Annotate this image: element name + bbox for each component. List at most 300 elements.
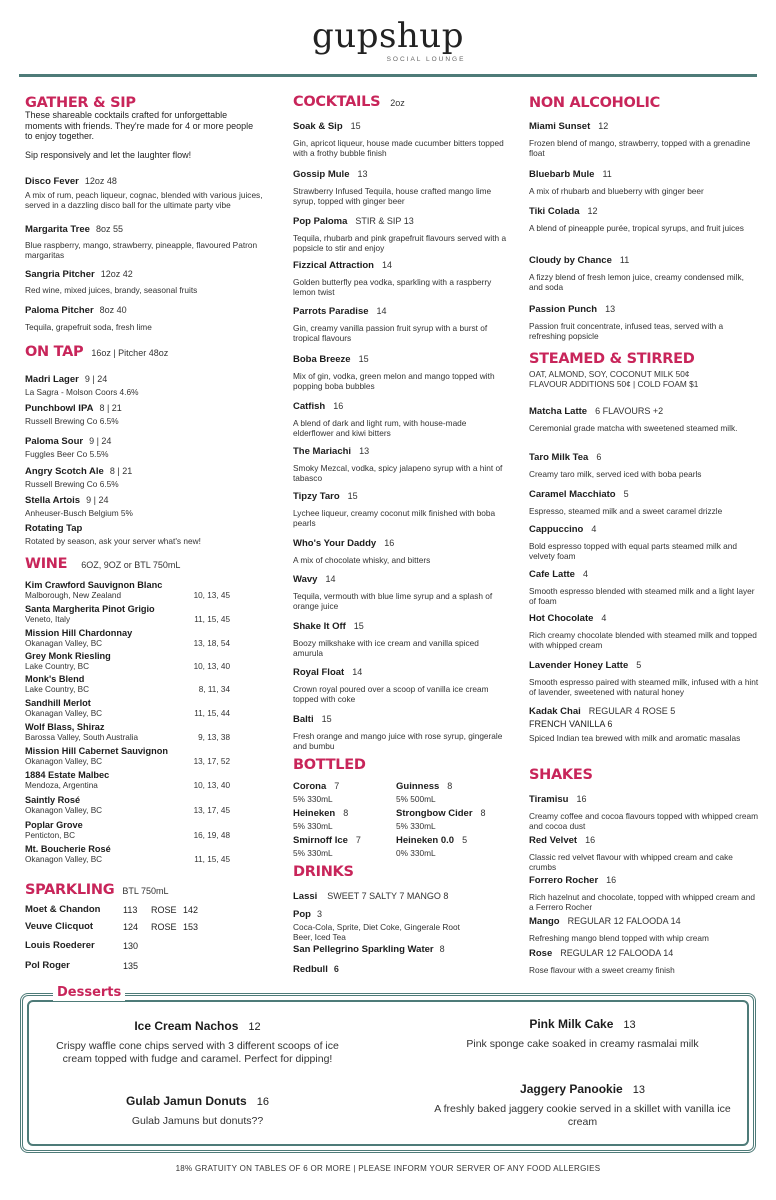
- item-rose-label: ROSE: [151, 905, 177, 915]
- wine-region: Malborough, New Zealand: [25, 591, 122, 600]
- item-name: Hot Chocolate: [529, 613, 594, 624]
- item-price: 8: [343, 808, 349, 818]
- item-desc: A mix of rhubarb and blueberry with ginger beer: [529, 186, 704, 196]
- wine-prices: 10, 13, 40: [193, 662, 230, 671]
- item-desc: Rich hazelnut and chocolate, topped with whipped cream and a Ferrero Rocher: [529, 892, 756, 912]
- steamed-note-1: OAT, ALMOND, SOY, COCONUT MILK 50¢: [529, 369, 690, 379]
- wine-item: [25, 580, 235, 601]
- item-line: [293, 164, 507, 182]
- menu-item: [529, 655, 759, 697]
- wine-region: Okanagan Valley, BC: [25, 639, 103, 648]
- bottled-item: [293, 803, 405, 831]
- dessert-price: 16: [256, 1096, 269, 1108]
- wine-prices: 11, 15, 45: [194, 615, 230, 624]
- section-title-nonalc: NON ALCOHOLIC: [529, 95, 660, 111]
- item-line: [529, 401, 759, 419]
- item-name: Cafe Latte: [529, 569, 575, 580]
- gather-note: Sip responsively and let the laughter flow!: [25, 150, 192, 160]
- menu-item: [293, 886, 507, 904]
- item-line: [293, 116, 507, 134]
- sparkling-item: [25, 940, 265, 952]
- wine-name: Mission Hill Cabernet Sauvignon: [25, 746, 168, 756]
- menu-item: [529, 250, 757, 292]
- item-price: 9 | 24: [84, 374, 108, 384]
- wine-sub: [25, 591, 230, 601]
- item-price: 5: [462, 835, 468, 845]
- item-name: Tiki Colada: [529, 206, 580, 217]
- menu-item: [25, 300, 265, 332]
- item-desc: Gin, creamy vanilla passion fruit syrup with a burst of tropical flavours: [293, 323, 488, 343]
- dessert-item: [45, 1018, 350, 1066]
- wine-prices: 8, 11, 34: [198, 685, 230, 694]
- item-line: [293, 211, 507, 229]
- wine-region: Mendoza, Argentina: [25, 781, 98, 790]
- section-title-bottled: BOTTLED: [293, 757, 366, 773]
- item-desc: Fresh orange and mango juice with rose syrup, gingerale and bumbu: [293, 731, 503, 751]
- item-rose-price: [183, 960, 211, 972]
- wine-item: [25, 674, 235, 695]
- item-price: 15: [347, 491, 358, 501]
- menu-item: [529, 484, 759, 516]
- item-desc: Smooth espresso paired with steamed milk, infused with a hint of lavender, sweetened with natural honey: [529, 677, 759, 697]
- item-line: [529, 701, 759, 719]
- item-name: Who's Your Daddy: [293, 538, 377, 549]
- item-name: Kadak Chai: [529, 706, 581, 717]
- menu-item: [529, 608, 759, 650]
- item-name: Stella Artois: [25, 495, 81, 506]
- brand-logo: gupshup: [312, 16, 464, 56]
- wine-name: Monk's Blend: [25, 674, 85, 684]
- wine-sub: [25, 639, 230, 649]
- menu-item: [529, 870, 759, 912]
- item-desc: Coca-Cola, Sprite, Diet Coke, Gingerale Root Beer, Iced Tea: [293, 922, 460, 942]
- item-name: Heineken: [293, 808, 336, 819]
- brand-subtitle: SOCIAL LOUNGE: [386, 56, 466, 63]
- item-line: [293, 255, 507, 273]
- item-price: REGULAR 4 ROSE 5: [588, 706, 676, 716]
- item-desc: Russell Brewing Co 6.5%: [25, 479, 119, 489]
- item-price: 16: [585, 835, 596, 845]
- item-name: Heineken 0.0: [396, 835, 455, 846]
- item-line: [529, 911, 759, 929]
- menu-item: [529, 519, 759, 561]
- item-desc: A mix of chocolate whisky, and bitters: [293, 555, 431, 565]
- menu-item: [529, 701, 759, 743]
- item-line: [529, 830, 759, 848]
- bottled-item: [396, 803, 508, 831]
- menu-item: [293, 939, 507, 957]
- item-desc: 5% 330mL: [293, 848, 333, 858]
- menu-item: [25, 431, 111, 459]
- item-price: 16: [606, 875, 617, 885]
- menu-item: [293, 349, 507, 391]
- item-rose-price: 153: [183, 922, 199, 932]
- item-desc: Red wine, mixed juices, brandy, seasonal fruits: [25, 285, 198, 295]
- item-price: 8: [439, 944, 445, 954]
- item-desc: Ceremonial grade matcha with sweetened steamed milk.: [529, 423, 738, 433]
- item-line: [529, 250, 757, 268]
- item-name: Cappuccino: [529, 524, 584, 535]
- item-price: 12: [587, 206, 598, 216]
- wine-item: [25, 795, 235, 816]
- item-name: Corona: [293, 781, 327, 792]
- item-price: 5: [636, 660, 642, 670]
- dessert-price: 12: [248, 1021, 261, 1033]
- item-name: Paloma Pitcher: [25, 305, 94, 316]
- item-price: 8 | 21: [99, 403, 122, 413]
- item-line: [293, 616, 507, 634]
- gather-intro: These shareable cocktails crafted for unforgettable moments with friends. They're made for 4 or more people to enjoy together.: [25, 110, 254, 141]
- menu-item: [25, 518, 201, 546]
- menu-item: [529, 943, 759, 975]
- item-price: 16: [384, 538, 395, 548]
- item-name: Pol Roger: [25, 960, 70, 971]
- wine-prices: 11, 15, 44: [194, 709, 230, 718]
- wine-prices: 13, 17, 45: [193, 806, 230, 815]
- section-title-wine: WINE: [25, 556, 68, 572]
- item-name: Forrero Rocher: [529, 875, 599, 886]
- item-name: Smirnoff Ice: [293, 835, 348, 846]
- item-rose-label: [151, 960, 183, 972]
- dessert-name: Gulab Jamun Donuts: [126, 1094, 247, 1108]
- header-divider: [19, 74, 757, 77]
- item-name: Veuve Clicquot: [25, 921, 94, 932]
- menu-item: [293, 662, 507, 704]
- wine-name: Sandhill Merlot: [25, 698, 91, 708]
- item-desc: Bold espresso topped with equal parts steamed milk and velvety foam: [529, 541, 738, 561]
- bottled-item: [396, 830, 508, 858]
- item-name: Rose: [529, 948, 553, 959]
- item-desc: 5% 500mL: [396, 794, 436, 804]
- item-price: 9 | 24: [89, 436, 112, 446]
- item-price: 16: [576, 794, 587, 804]
- item-line: [396, 803, 508, 821]
- item-name: Taro Milk Tea: [529, 452, 589, 463]
- item-line: [293, 486, 507, 504]
- item-desc: Tequila, rhubarb and pink grapefruit flavours served with a popsicle to stir and enjoy: [293, 233, 507, 253]
- menu-item: [529, 789, 759, 831]
- item-name: The Mariachi: [293, 446, 352, 457]
- item-line: [293, 396, 507, 414]
- dessert-item: [430, 1081, 735, 1129]
- item-price: 14: [352, 667, 363, 677]
- menu-item: [293, 616, 507, 658]
- wine-sub: [25, 615, 230, 625]
- section-title-ontap: ON TAP: [25, 344, 84, 360]
- wine-region: Lake Country, BC: [25, 662, 90, 671]
- dessert-price: 13: [632, 1084, 645, 1096]
- wine-prices: 10, 13, 40: [193, 781, 230, 790]
- item-desc: Russell Brewing Co 6.5%: [25, 416, 119, 426]
- section-title-steamed: STEAMED & STIRRED: [529, 351, 695, 367]
- wine-prices: 11, 15, 45: [194, 855, 230, 864]
- item-name: Pop: [293, 909, 311, 920]
- wine-sub: [25, 781, 230, 791]
- dessert-item: [45, 1093, 350, 1128]
- item-price: 14: [325, 574, 336, 584]
- item-line: [293, 662, 507, 680]
- wine-sub: [25, 733, 230, 743]
- item-name: Caramel Macchiato: [529, 489, 616, 500]
- item-price: 14: [381, 260, 392, 270]
- wine-region: Okanagon Valley, BC: [25, 855, 103, 864]
- menu-item: [25, 369, 138, 397]
- menu-item: [25, 398, 122, 426]
- item-line: [293, 441, 507, 459]
- item-name: Royal Float: [293, 667, 345, 678]
- item-line: [293, 803, 405, 821]
- item-line: [529, 519, 759, 537]
- dessert-name: Ice Cream Nachos: [134, 1019, 239, 1033]
- wine-name: Saintly Rosé: [25, 795, 81, 805]
- item-name: Bluebarb Mule: [529, 169, 595, 180]
- menu-item: [293, 533, 507, 565]
- item-name: Guinness: [396, 781, 440, 792]
- item-desc: Rich creamy chocolate blended with steamed milk and topped with whipped cream: [529, 630, 757, 650]
- item-name: Punchbowl IPA: [25, 403, 94, 414]
- menu-item: [529, 401, 759, 433]
- sparkling-note: BTL 750mL: [122, 886, 169, 896]
- dessert-price: 13: [623, 1019, 636, 1031]
- wine-name: Santa Margherita Pinot Grigio: [25, 604, 155, 614]
- section-title-drinks: DRINKS: [293, 864, 354, 880]
- menu-item: [293, 211, 507, 253]
- item-desc: 5% 330mL: [396, 821, 436, 831]
- item-line: [293, 569, 507, 587]
- column-left: [25, 94, 273, 974]
- wine-item: [25, 628, 235, 649]
- item-name: Strongbow Cider: [396, 808, 473, 819]
- item-desc: Espresso, steamed milk and a sweet caramel drizzle: [529, 506, 723, 516]
- dessert-desc: Pink sponge cake soaked in creamy rasmalai milk: [466, 1038, 699, 1050]
- menu-item: [293, 441, 507, 483]
- sparkling-item: [25, 960, 265, 972]
- item-desc: Spiced Indian tea brewed with milk and aromatic masalas: [529, 733, 741, 743]
- wine-item: [25, 820, 235, 841]
- menu-item: [293, 904, 507, 942]
- menu-item: [529, 164, 757, 196]
- dessert-name: Jaggery Panookie: [520, 1082, 623, 1096]
- item-price: 15: [321, 714, 332, 724]
- item-line: [529, 564, 759, 582]
- dessert-desc: Crispy waffle cone chips served with 3 different scoops of ice cream topped with fudge and caramel. Perfect for dipping!: [56, 1040, 339, 1065]
- item-line: [529, 943, 759, 961]
- item-desc: Mix of gin, vodka, green melon and mango topped with popping boba bubbles: [293, 371, 495, 391]
- menu-item: [293, 164, 507, 206]
- item-desc: A blend of dark and light rum, with house-made elderflower and kiwi bitters: [293, 418, 467, 438]
- menu-item: [25, 264, 265, 295]
- item-name: Shake It Off: [293, 621, 346, 632]
- item-line: [293, 830, 405, 848]
- item-price: SWEET 7 SALTY 7 MANGO 8: [327, 891, 449, 901]
- item-price: REGULAR 12 FALOODA 14: [560, 948, 674, 958]
- wine-sub: [25, 662, 230, 672]
- item-price: 135: [123, 961, 139, 971]
- cocktails-note: 2oz: [390, 98, 405, 108]
- item-desc: Passion fruit concentrate, infused teas, served with a refreshing popsicle: [529, 321, 724, 341]
- item-price: 15: [358, 354, 369, 364]
- item-price: 4: [601, 613, 607, 623]
- item-name: Passion Punch: [529, 304, 598, 315]
- item-desc: Crown royal poured over a scoop of vanilla ice cream topped with coke: [293, 684, 489, 704]
- item-name: Margarita Tree: [25, 224, 90, 235]
- item-price: 8oz 55: [95, 224, 123, 234]
- wine-note: 6OZ, 9OZ or BTL 750mL: [81, 560, 181, 570]
- item-desc: 0% 330mL: [396, 848, 436, 858]
- item-price: 9 | 24: [86, 495, 109, 505]
- wine-name: Grey Monk Riesling: [25, 651, 111, 661]
- item-line: [529, 116, 757, 134]
- item-line: [529, 447, 759, 465]
- item-price: 124: [123, 922, 139, 932]
- wine-item: [25, 604, 235, 625]
- wine-sub: [25, 757, 230, 767]
- item-price: 12oz 48: [84, 176, 117, 186]
- section-title-gather: GATHER & SIP: [25, 95, 136, 111]
- ontap-note: 16oz | Pitcher 48oz: [91, 348, 169, 358]
- menu-item: [293, 959, 507, 977]
- item-rose-price: [183, 940, 211, 952]
- menu-item: [529, 830, 759, 872]
- menu-item: [293, 709, 507, 751]
- dessert-desc: A freshly baked jaggery cookie served in a skillet with vanilla ice cream: [434, 1103, 731, 1128]
- wine-region: Barossa Valley, South Australia: [25, 733, 139, 742]
- wine-sub: [25, 806, 230, 816]
- item-name: Boba Breeze: [293, 354, 351, 365]
- item-name: Redbull: [293, 964, 328, 975]
- wine-prices: 13, 17, 52: [193, 757, 230, 766]
- item-name-extra: FRENCH VANILLA 6: [529, 719, 613, 729]
- bottled-item: [396, 776, 508, 804]
- item-line: [396, 776, 508, 794]
- wine-name: Poplar Grove: [25, 820, 83, 830]
- item-price: 3: [316, 909, 322, 919]
- wine-region: Lake Country, BC: [25, 685, 90, 694]
- item-price: 4: [591, 524, 597, 534]
- menu-item: [529, 447, 759, 479]
- item-price: 13: [605, 304, 616, 314]
- wine-sub: [25, 855, 230, 865]
- item-desc: Anheuser-Busch Belgium 5%: [25, 508, 133, 518]
- item-line: [529, 655, 759, 673]
- menu-item: [25, 461, 132, 489]
- wine-item: [25, 746, 235, 767]
- item-desc: Refreshing mango blend topped with whip cream: [529, 933, 709, 943]
- item-rose-label: ROSE: [151, 922, 177, 932]
- item-rose-label: [151, 940, 183, 952]
- item-name: Fizzical Attraction: [293, 260, 374, 271]
- item-price: STIR & SIP 13: [355, 216, 414, 226]
- item-name: Lavender Honey Latte: [529, 660, 629, 671]
- item-desc: Gin, apricot liqueur, house made cucumber bitters topped with a frothy bubble finish: [293, 138, 504, 158]
- item-line: [529, 164, 757, 182]
- item-name: Catfish: [293, 401, 326, 412]
- item-line: [293, 709, 507, 727]
- wine-name: 1884 Estate Malbec: [25, 770, 110, 780]
- sparkling-item: [25, 904, 265, 916]
- menu-item: [293, 116, 507, 158]
- item-line: [293, 349, 507, 367]
- column-right: [529, 94, 759, 974]
- menu-item: [25, 490, 133, 518]
- wine-name: Kim Crawford Sauvignon Blanc: [25, 580, 163, 590]
- item-name: Pop Paloma: [293, 216, 348, 227]
- item-desc: La Sagra - Molson Coors 4.6%: [25, 387, 139, 397]
- item-price: 15: [353, 621, 364, 631]
- item-line: [529, 870, 759, 888]
- wine-name: Mission Hill Chardonnay: [25, 628, 133, 638]
- item-desc: 5% 330mL: [293, 794, 333, 804]
- menu-item: [529, 116, 757, 158]
- wine-item: [25, 722, 235, 743]
- item-desc: Classic red velvet flavour with whipped cream and cake crumbs: [529, 852, 733, 872]
- menu-item: [293, 255, 507, 297]
- item-line: [293, 301, 507, 319]
- item-name: Cloudy by Chance: [529, 255, 612, 266]
- item-desc: Strawberry Infused Tequila, house crafted mango lime syrup, topped with ginger beer: [293, 186, 492, 206]
- wine-region: Penticton, BC: [25, 831, 76, 840]
- item-name: Gossip Mule: [293, 169, 350, 180]
- item-price: 15: [350, 121, 361, 131]
- dessert-item: [430, 1016, 735, 1051]
- item-name: Madri Lager: [25, 374, 79, 385]
- item-desc: Smoky Mezcal, vodka, spicy jalapeno syrup with a hint of tabasco: [293, 463, 503, 483]
- item-desc: Lychee liqueur, creamy coconut milk finished with boba pearls: [293, 508, 496, 528]
- item-price: 113: [123, 905, 138, 915]
- item-price: 16: [333, 401, 344, 411]
- menu-item: [293, 301, 507, 343]
- menu-header: [0, 0, 776, 75]
- item-price: 12oz 42: [100, 269, 133, 279]
- steamed-note-2: FLAVOUR ADDITIONS 50¢ | COLD FOAM $1: [529, 379, 699, 389]
- item-line: [529, 201, 757, 219]
- item-desc: Tequila, grapefruit soda, fresh lime: [25, 322, 152, 332]
- wine-item: [25, 651, 235, 672]
- item-price: 6 FLAVOURS +2: [595, 406, 664, 416]
- section-title-shakes: SHAKES: [529, 767, 593, 783]
- item-desc: A mix of rum, peach liqueur, cognac, blended with various juices, served in a dazzling disco ball for the ultimate party vibe: [25, 190, 263, 210]
- wine-sub: [25, 831, 230, 841]
- item-name: San Pellegrino Sparkling Water: [293, 944, 434, 955]
- menu-item: [25, 171, 265, 210]
- item-desc: Boozy milkshake with ice cream and vanilla spiced amurula: [293, 638, 479, 658]
- item-price: 8: [480, 808, 486, 818]
- item-name: Rotating Tap: [25, 523, 83, 534]
- wine-name: Mt. Boucherie Rosé: [25, 844, 111, 854]
- item-name: Miami Sunset: [529, 121, 591, 132]
- item-desc: A blend of pineapple purée, tropical syrups, and fruit juices: [529, 223, 744, 233]
- item-price: 8: [447, 781, 453, 791]
- item-desc: Creamy taro milk, served iced with boba pearls: [529, 469, 702, 479]
- item-name: Matcha Latte: [529, 406, 588, 417]
- item-name: Parrots Paradise: [293, 306, 369, 317]
- item-name: Wavy: [293, 574, 318, 585]
- item-desc: 5% 330mL: [293, 821, 333, 831]
- wine-prices: 16, 19, 48: [193, 831, 230, 840]
- item-desc: Tequila, vermouth with blue lime syrup and a splash of orange juice: [293, 591, 493, 611]
- wine-sub: [25, 685, 230, 695]
- section-title-sparkling: SPARKLING: [25, 882, 115, 898]
- wine-item: [25, 698, 235, 719]
- item-price: 6: [333, 964, 339, 974]
- wine-region: Veneto, Italy: [25, 615, 71, 624]
- item-price: 4: [582, 569, 588, 579]
- item-name: Red Velvet: [529, 835, 578, 846]
- item-price: 6: [596, 452, 602, 462]
- wine-prices: 10, 13, 45: [193, 591, 230, 600]
- item-name: Disco Fever: [25, 176, 79, 187]
- item-name: Tiramisu: [529, 794, 569, 805]
